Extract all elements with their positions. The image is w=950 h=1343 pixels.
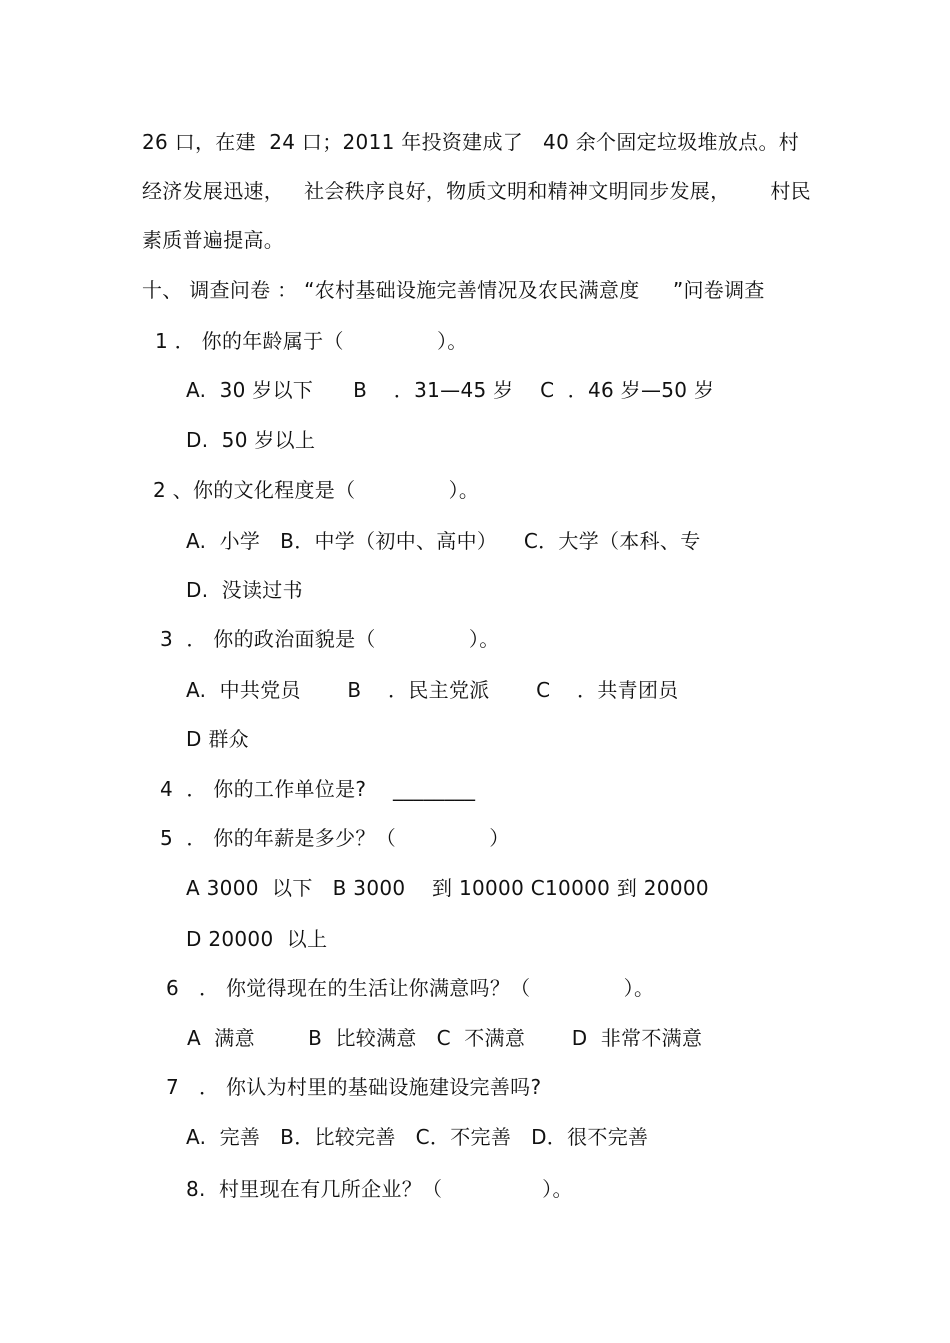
question-6-options-line-1: A 满意 B 比较满意 C 不满意 D 非常不满意: [187, 1026, 703, 1050]
question-6: 6 ． 你觉得现在的生活让你满意吗？（ ）。: [166, 976, 655, 1000]
question-2: 2 、你的文化程度是（ ）。: [153, 478, 480, 502]
intro-line-2: 经济发展迅速， 社会秩序良好，物质文明和精神文明同步发展， 村民: [142, 179, 811, 203]
question-2-options-line-2: D. 没读过书: [186, 578, 303, 602]
question-3-options-line-1: A. 中共党员 B ．民主党派 C ．共青团员: [186, 678, 679, 702]
question-1-options-line-2: D. 50 岁以上: [186, 428, 316, 452]
section-heading: 十、 调查问卷 ： “农村基础设施完善情况及农民满意度 ”问卷调查: [142, 278, 765, 302]
question-7-options-line-1: A. 完善 B．比较完善 C．不完善 D．很不完善: [186, 1125, 649, 1149]
question-5-options-line-1: A 3000 以下 B 3000 到 10000 C10000 到 20000: [186, 876, 709, 900]
question-1: 1 ． 你的年龄属于（ ）。: [155, 329, 468, 353]
question-8: 8. 村里现在有几所企业？（ ）。: [186, 1177, 573, 1201]
question-3: 3 ． 你的政治面貌是（ ）。: [160, 627, 500, 651]
question-2-options-line-1: A. 小学 B．中学（初中、高中） C．大学（本科、专: [186, 529, 701, 553]
question-7: 7 ． 你认为村里的基础设施建设完善吗?: [166, 1075, 542, 1099]
intro-line-3: 素质普遍提高。: [142, 228, 285, 252]
intro-line-1: 26 口，在建 24 口；2011 年投资建成了 40 余个固定垃圾堆放点。村: [142, 130, 800, 154]
question-3-options-line-2: D 群众: [186, 727, 249, 751]
question-5-options-line-2: D 20000 以上: [186, 927, 328, 951]
question-5: 5 ． 你的年薪是多少？（ ）: [160, 826, 510, 850]
question-1-options-line-1: A. 30 岁以下 B ．31—45 岁 C ．46 岁—50 岁: [186, 378, 715, 402]
question-4: 4 ． 你的工作单位是? ________: [160, 777, 476, 801]
